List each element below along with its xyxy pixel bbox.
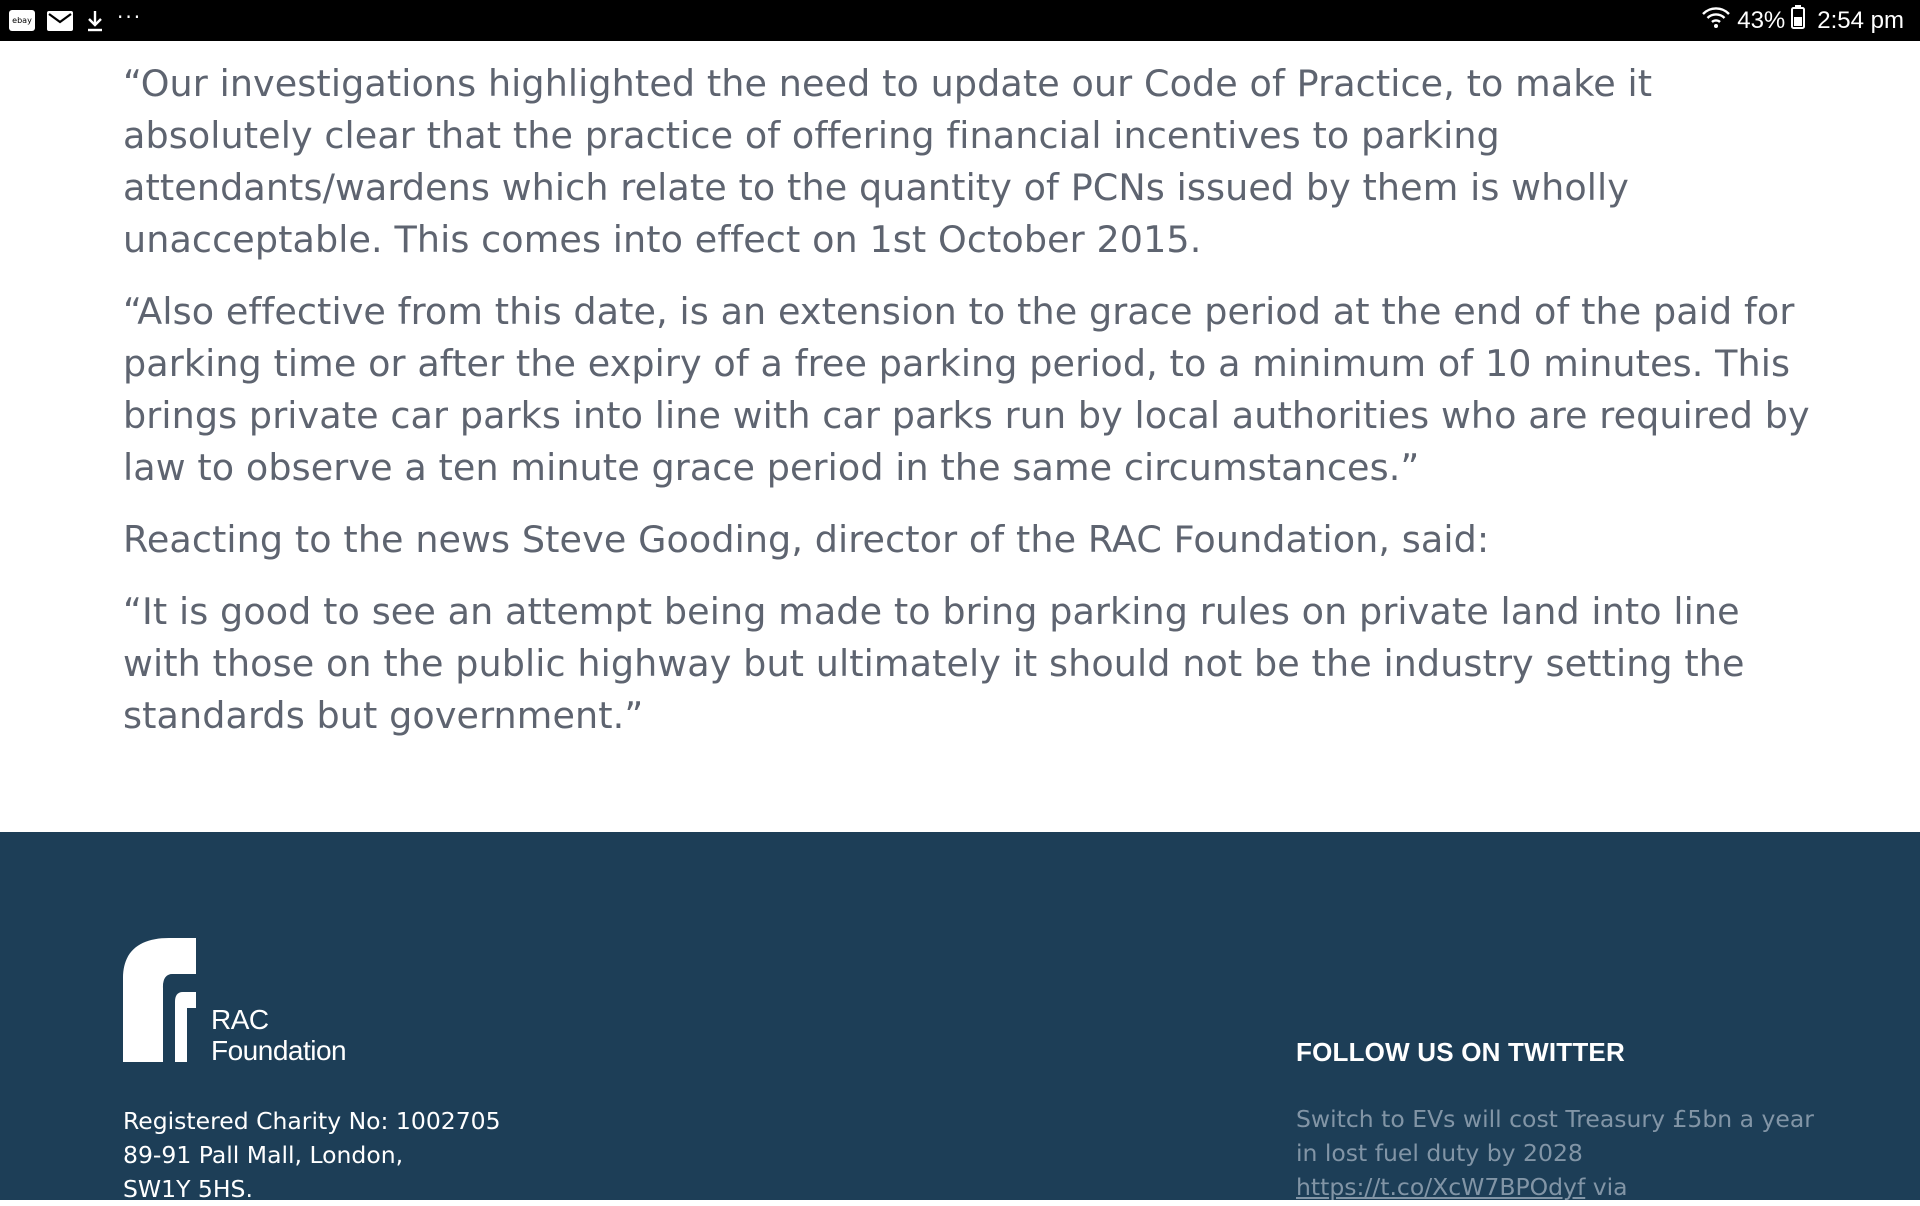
article-paragraph: “It is good to see an attempt being made to bring parking rules on private land into line with those on the public highway but ultimately it should not be the industry setting the standards but government.” xyxy=(123,590,1745,737)
rac-logo-mark xyxy=(123,938,199,1062)
ebay-icon: ebay xyxy=(9,10,35,31)
logo-line-1: RAC xyxy=(211,1004,269,1035)
twitter-feed xyxy=(1296,1036,1816,1204)
article-paragraph: “Our investigations highlighted the need to update our Code of Practice, to make it absolutely clear that the practice of offering financial incentives to parking attendants/wardens which relate to the quantity of PCNs issued by them is wholly unacceptable. This comes into effect on 1st October 2015. xyxy=(123,62,1653,261)
logo-wordmark xyxy=(211,1004,346,1066)
postcode: SW1Y 5HS. xyxy=(123,1175,253,1203)
status-bar xyxy=(0,0,1920,41)
status-bar-notifications xyxy=(9,0,142,41)
article-body xyxy=(123,58,1813,762)
article-paragraph: “Also effective from this date, is an extension to the grace period at the end of the paid for parking time or after the expiry of a free parking period, to a minimum of 10 minutes. This brings private car parks into line with car parks run by local authorities who are required by law to observe a ten minute grace period in the same circumstances.” xyxy=(123,290,1810,489)
site-footer xyxy=(0,832,1920,1203)
more-icon: ··· xyxy=(117,4,143,29)
twitter-heading: FOLLOW US ON TWITTER xyxy=(1296,1037,1625,1067)
tweet-via: via xyxy=(1592,1173,1628,1201)
article-paragraph: Reacting to the news Steve Gooding, director of the RAC Foundation, said: xyxy=(123,518,1490,561)
logo-line-2: Foundation xyxy=(211,1035,347,1066)
rac-foundation-logo[interactable] xyxy=(123,938,363,1066)
tweet-text: Switch to EVs will cost Treasury £5bn a year in lost fuel duty by 2028 xyxy=(1296,1105,1814,1167)
clock: 2:54 pm xyxy=(1817,6,1904,34)
status-bar-system xyxy=(1701,0,1904,41)
download-icon xyxy=(85,9,105,33)
tweet xyxy=(1296,1102,1816,1204)
wifi-icon xyxy=(1701,5,1731,36)
battery-percent: 43% xyxy=(1737,6,1786,34)
street-address: 89-91 Pall Mall, London, xyxy=(123,1141,404,1169)
footer-address xyxy=(123,1104,501,1206)
mail-icon xyxy=(47,11,73,31)
battery-icon xyxy=(1791,5,1805,36)
charity-number: Registered Charity No: 1002705 xyxy=(123,1107,501,1135)
tweet-link[interactable]: https://t.co/XcW7BPOdyf xyxy=(1296,1173,1586,1201)
